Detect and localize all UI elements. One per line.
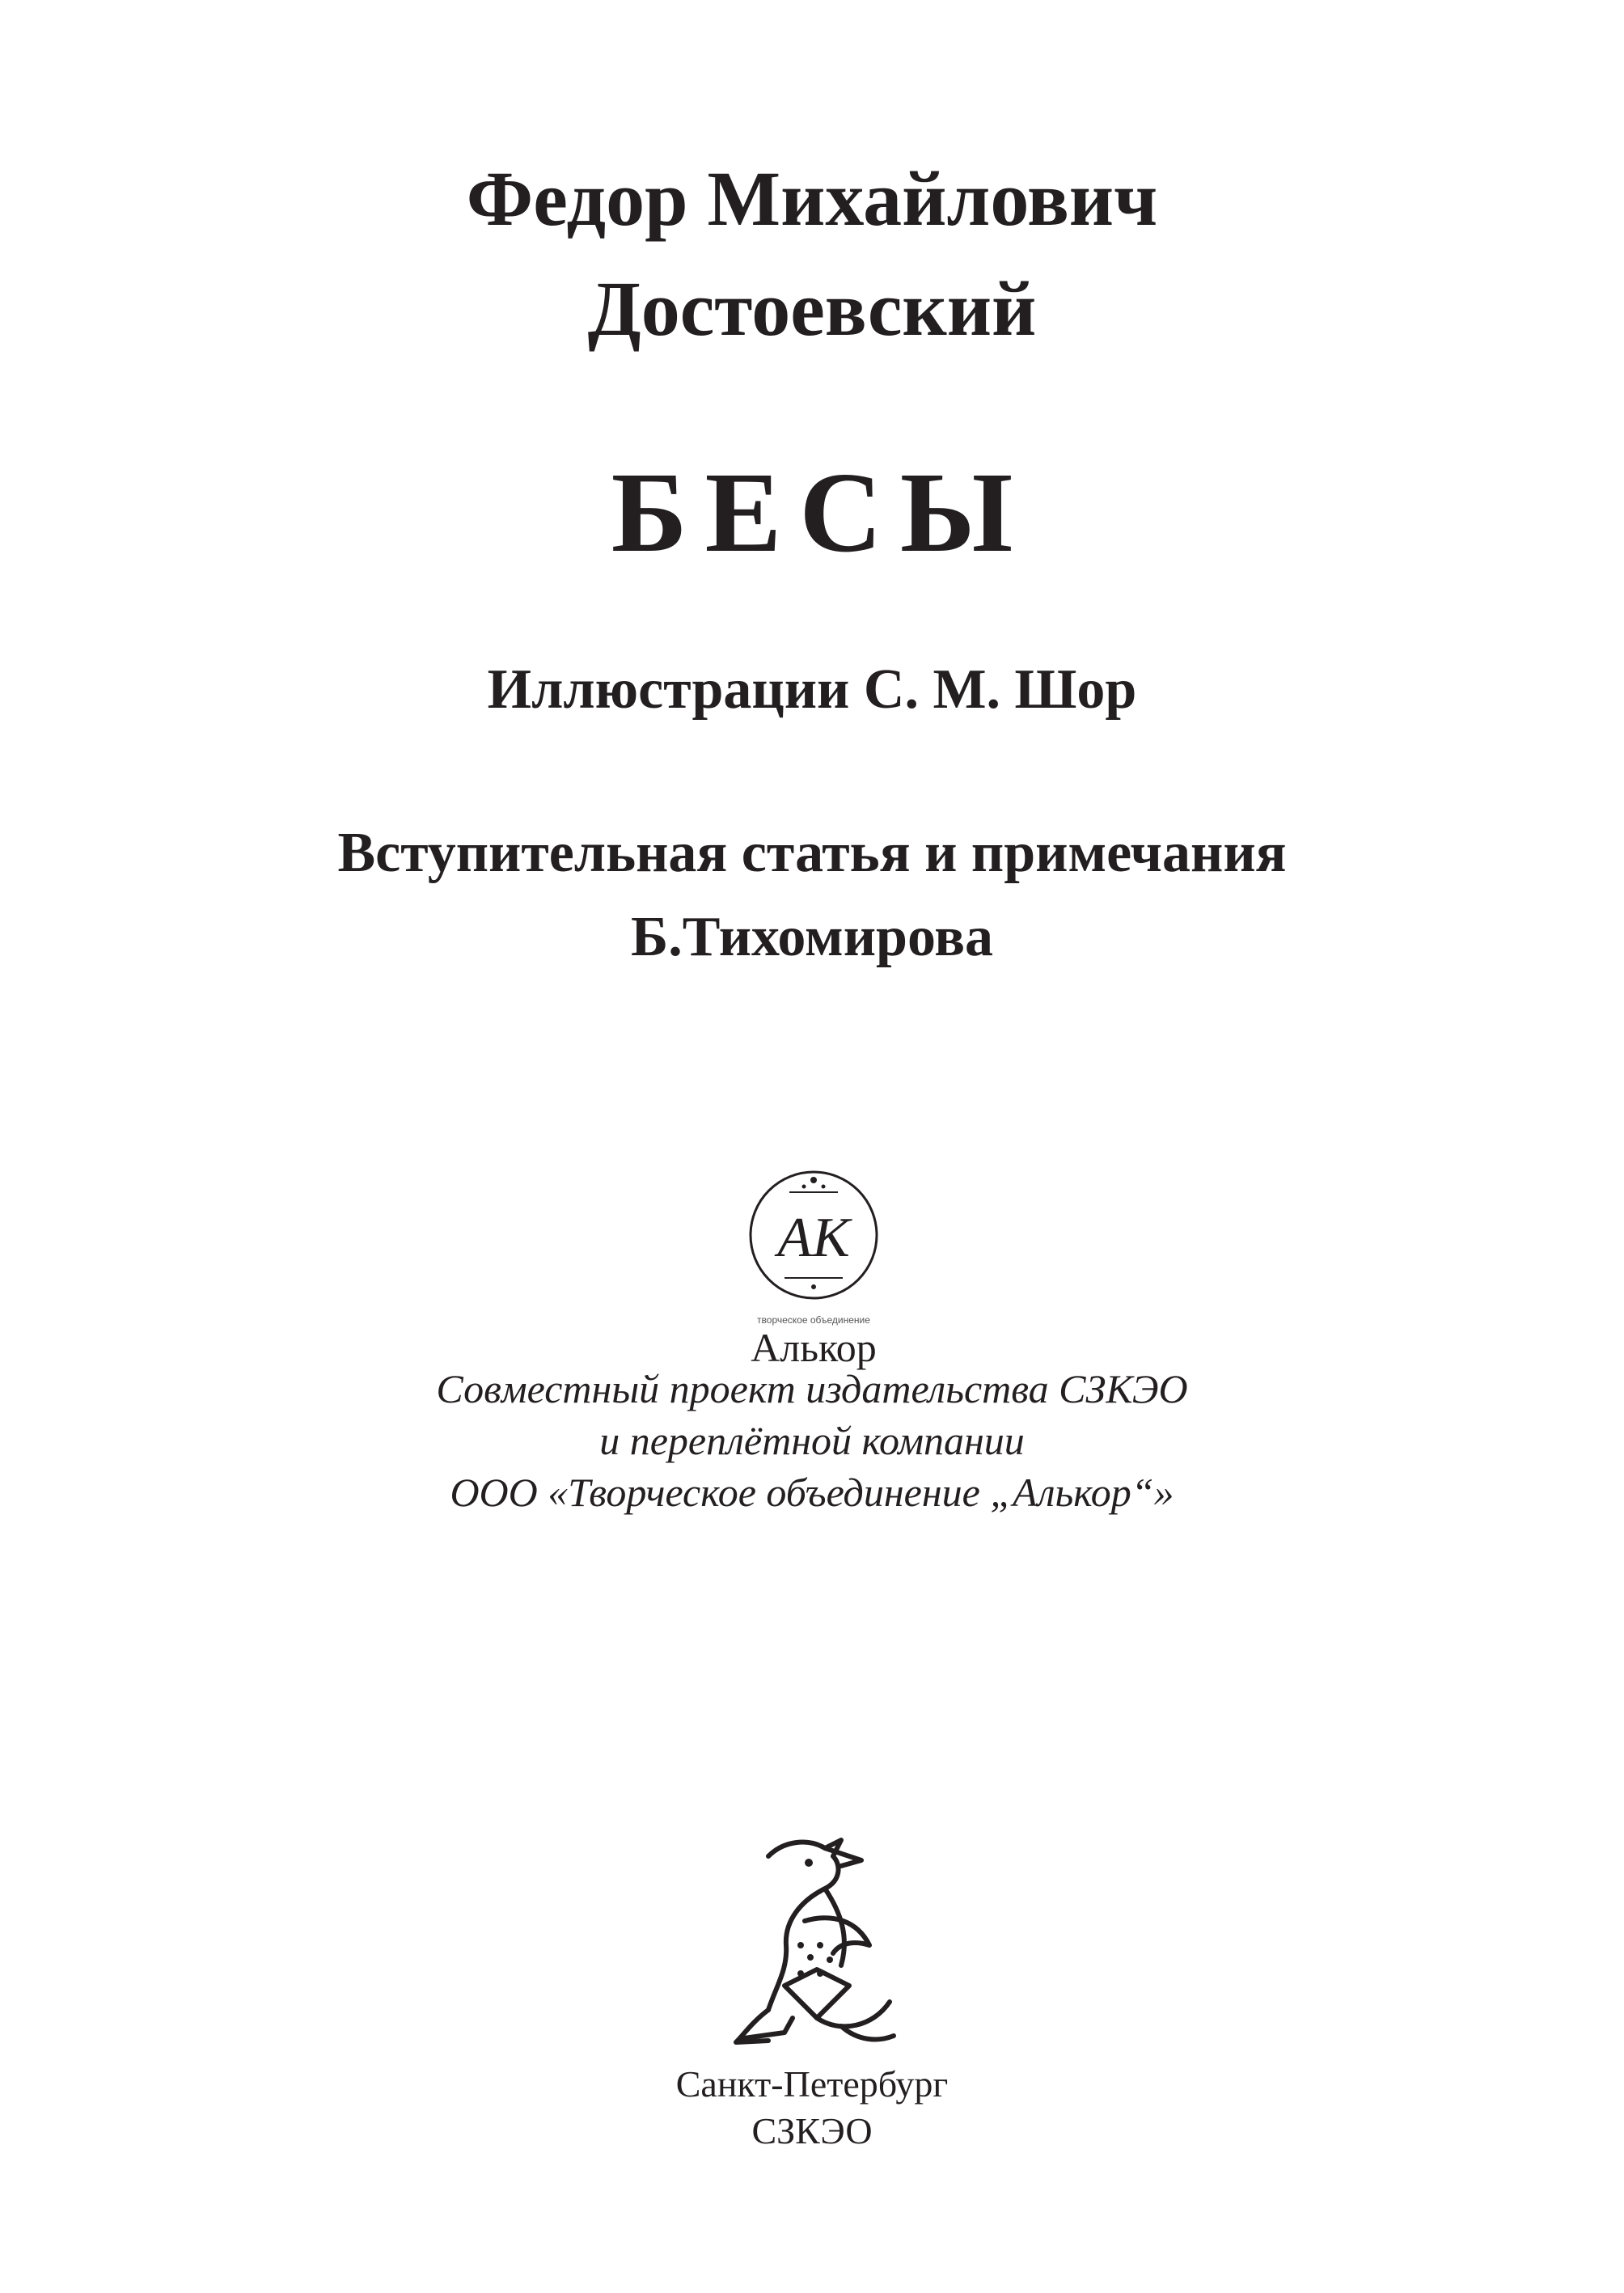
project-line1: Совместный проект издательства СЗКЭО	[436, 1366, 1188, 1411]
imprint-city: Санкт-Петербург	[675, 2063, 949, 2105]
publisher-logo-name: Алькор	[751, 1325, 877, 1370]
project-line2: и переплётной компании	[599, 1418, 1025, 1463]
project-line3: ООО «Творческое объединение „Алькор“»	[450, 1470, 1174, 1515]
alkor-logo	[728, 1144, 899, 1370]
book-title: БЕСЫ	[611, 448, 1031, 576]
imprint-publisher: СЗКЭО	[751, 2110, 873, 2151]
logo-small-text: творческое объединение	[757, 1314, 870, 1326]
intro-credit-line1: Вступительная статья и примечания	[337, 822, 1287, 884]
author-name	[0, 144, 1624, 364]
project-statement	[0, 1363, 1624, 1518]
imprint-emblem	[720, 1824, 914, 2058]
dragon-icon	[720, 1824, 914, 2058]
imprint-footer	[0, 2061, 1624, 2155]
illustrations-credit: Иллюстрации С. М. Шор	[487, 658, 1137, 721]
alkor-monogram-icon	[728, 1144, 899, 1314]
author-first-line: Федор Михайлович	[466, 155, 1158, 242]
intro-credit	[0, 811, 1624, 979]
intro-credit-line2: Б.Тихомирова	[630, 906, 994, 968]
author-last-line: Достоевский	[587, 265, 1037, 352]
monogram-text: АК	[777, 1207, 850, 1269]
